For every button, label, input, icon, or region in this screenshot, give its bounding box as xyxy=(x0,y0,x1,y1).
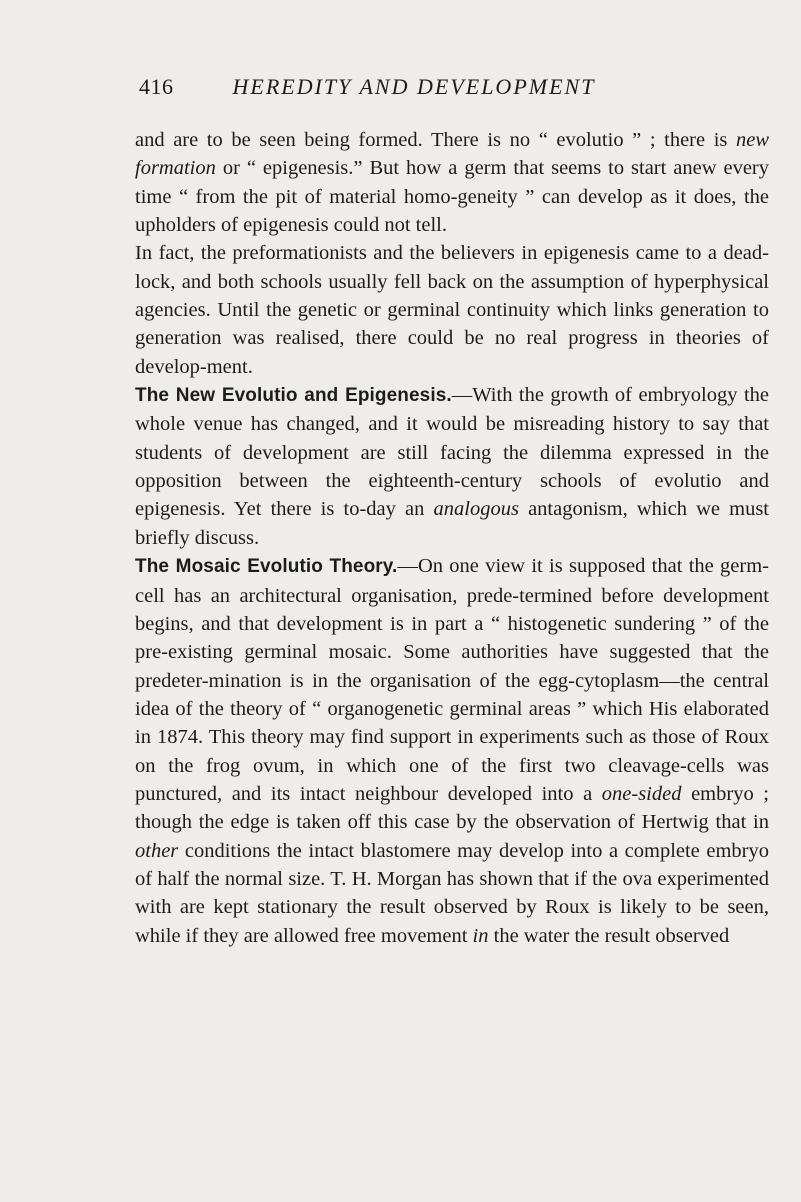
text-run: conditions the intact blastomere may develop into a complete embryo of half the normal size. T. H. Morgan has shown that if the ova experimented with are kept stationary the result observed by Roux is likely to be seen, while if they are allowed free movement xyxy=(135,839,769,947)
paragraph-new-evolutio xyxy=(135,381,769,552)
page-number: 416 xyxy=(139,74,174,99)
text-run: and are to be seen being formed. There is no “ evolutio ” ; there is xyxy=(135,129,736,151)
italic-word-in: in xyxy=(472,924,489,947)
text-run: the water the result observed xyxy=(488,924,730,947)
text-run: In fact, the preformationists and the believers in epigenesis came to a dead-lock, and both schools usually fell back on the assumption of hyperphysical agencies. Until the genetic or germinal continuity which links generation to generation was realised, there could be no real progress in theories of develop-ment. xyxy=(135,242,769,378)
text-run: or “ epigenesis.” But how a germ that seems to start anew every time “ from the pit of material homo-geneity ” can develop as it does, the upholders of epigenesis could not tell. xyxy=(135,157,769,237)
text-run: —On one view it is supposed that the germ-cell has an architectural organisation, prede-termined before development begins, and that development is in part a “ histogenetic sundering ” of the pre-existing germinal mosaic. Some authorities have suggested that the predeter-mination is in the organisation of the egg-cytoplasm—the central idea of the theory of “ organogenetic germinal areas ” which His elaborated in 1874. This theory may find support in experiments such as those of Roux on the frog ovum, in which one of the first two cleavage-cells was punctured, and its intact neighbour developed into a xyxy=(135,555,769,805)
italic-phrase-one-sided: one-sided xyxy=(601,782,682,805)
paragraph-continuation xyxy=(135,126,769,239)
text-run: —With the growth of embryology the whole venue has changed, and it would be misreading history to say that students of development are still facing the dilemma expressed in the opposition between the eighteenth-century schools of evolutio and epigenesis. Yet there is to-day an xyxy=(135,384,769,521)
paragraph-deadlock xyxy=(135,239,769,381)
text-run: antagonism, which we must briefly discuss. xyxy=(135,498,769,549)
running-head: HEREDITY AND DEVELOPMENT xyxy=(232,74,596,99)
italic-phrase-new-formation: new formation xyxy=(135,129,769,180)
text-run: embryo ; though the edge is taken off this case by the observation of Hertwig that in xyxy=(135,782,769,834)
section-heading-new-evolutio: The New Evolutio and Epigenesis. xyxy=(135,385,452,407)
italic-word-other: other xyxy=(135,839,179,862)
italic-word-analogous: analogous xyxy=(433,498,519,521)
page-header xyxy=(139,70,699,104)
section-heading-mosaic-evolutio: The Mosaic Evolutio Theory. xyxy=(135,556,398,578)
paragraph-mosaic-theory xyxy=(135,552,769,950)
body-text xyxy=(135,126,769,950)
